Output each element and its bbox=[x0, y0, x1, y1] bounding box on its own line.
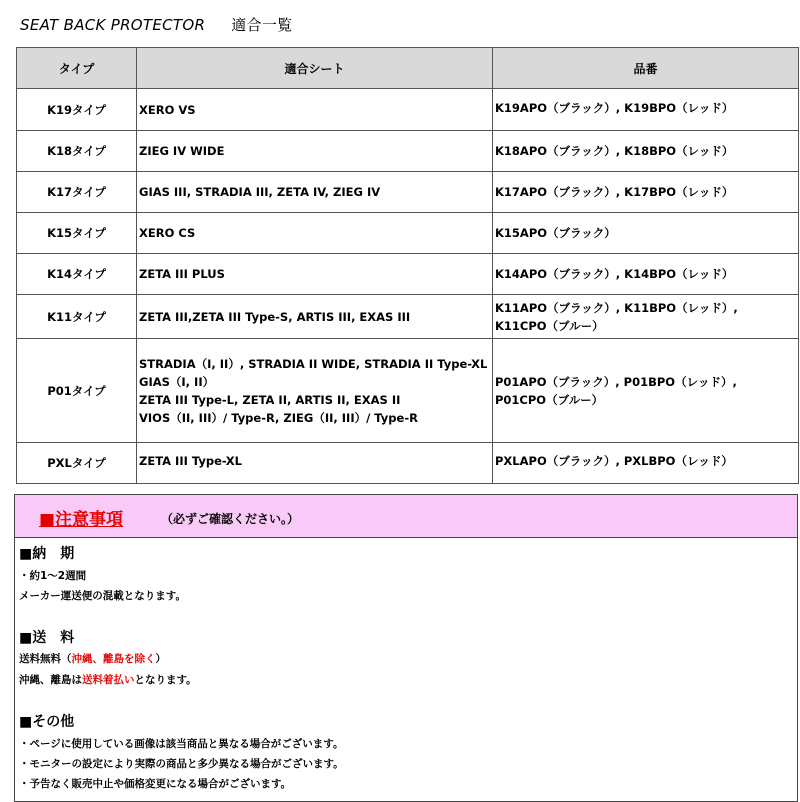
part-cell bbox=[493, 295, 799, 339]
seat-line: VIOS（II, III）/ Type-R, ZIEG（II, III）/ Type-R bbox=[139, 410, 418, 425]
seat-line: ZETA III PLUS bbox=[139, 267, 225, 281]
type-cell: K11タイプ bbox=[17, 295, 137, 339]
seat-cell bbox=[137, 172, 493, 213]
part-line: K14APO（ブラック）, K14BPO（レッド） bbox=[495, 267, 734, 281]
notice-heading: ■注意事項 bbox=[39, 510, 124, 530]
part-line: P01CPO（ブルー） bbox=[495, 392, 604, 407]
type-cell: K17タイプ bbox=[17, 172, 137, 213]
table-row bbox=[17, 295, 799, 339]
seat-cell bbox=[137, 213, 493, 254]
shipping-line bbox=[19, 651, 166, 666]
seat-line: ZIEG IV WIDE bbox=[139, 144, 225, 158]
type-cell: K19タイプ bbox=[17, 89, 137, 131]
seat-line: ZETA III Type-XL bbox=[139, 454, 242, 468]
part-line: K11CPO（ブルー） bbox=[495, 318, 604, 333]
column-header-type: タイプ bbox=[17, 48, 137, 89]
table-row bbox=[17, 89, 799, 131]
column-header-part: 品番 bbox=[493, 48, 799, 89]
part-cell bbox=[493, 172, 799, 213]
compatibility-subtitle: 適合一覧 bbox=[231, 16, 293, 34]
part-cell bbox=[493, 339, 799, 443]
table-header-row bbox=[17, 48, 799, 89]
seat-cell bbox=[137, 89, 493, 131]
column-header-seat: 適合シート bbox=[137, 48, 493, 89]
seat-cell bbox=[137, 254, 493, 295]
type-cell: K15タイプ bbox=[17, 213, 137, 254]
shipping-section-title: ■送 料 bbox=[19, 630, 75, 646]
table-row bbox=[17, 339, 799, 443]
notice-subheading: （必ずご確認ください。） bbox=[161, 512, 300, 526]
table-row bbox=[17, 254, 799, 295]
seat-cell bbox=[137, 131, 493, 172]
shipping-cod-text: 送料着払い bbox=[82, 674, 135, 686]
part-line: K18APO（ブラック）, K18BPO（レッド） bbox=[495, 144, 734, 158]
seat-line: XERO CS bbox=[139, 226, 196, 240]
table-row bbox=[17, 443, 799, 484]
table-row bbox=[17, 213, 799, 254]
notice-box bbox=[14, 494, 798, 802]
shipping-text: 送料無料（ bbox=[19, 653, 72, 665]
seat-line: XERO VS bbox=[139, 102, 196, 117]
part-cell bbox=[493, 213, 799, 254]
part-line: K19APO（ブラック）, K19BPO（レッド） bbox=[495, 100, 734, 115]
other-line: ・ページに使用している画像は該当商品と異なる場合がございます。 bbox=[19, 738, 344, 750]
product-title: SEAT BACK PROTECTOR bbox=[20, 16, 206, 34]
delivery-line: メーカー運送便の混載となります。 bbox=[19, 590, 186, 602]
table-row bbox=[17, 131, 799, 172]
other-line: ・予告なく販売中止や価格変更になる場合がございます。 bbox=[19, 778, 292, 790]
part-line: K17APO（ブラック）, K17BPO（レッド） bbox=[495, 185, 734, 199]
seat-line: GIAS（I, II） bbox=[139, 374, 215, 389]
shipping-line bbox=[19, 672, 197, 687]
part-cell bbox=[493, 131, 799, 172]
part-line: P01APO（ブラック）, P01BPO（レッド）, bbox=[495, 374, 737, 389]
seat-cell bbox=[137, 295, 493, 339]
part-cell bbox=[493, 89, 799, 131]
seat-cell bbox=[137, 339, 493, 443]
type-cell: PXLタイプ bbox=[17, 443, 137, 484]
table-row bbox=[17, 172, 799, 213]
part-line: PXLAPO（ブラック）, PXLBPO（レッド） bbox=[495, 454, 733, 468]
other-line: ・モニターの設定により実際の商品と多少異なる場合がございます。 bbox=[19, 758, 344, 770]
part-cell bbox=[493, 254, 799, 295]
type-cell: P01タイプ bbox=[17, 339, 137, 443]
shipping-exception-text: 沖縄、離島を除く bbox=[71, 653, 156, 665]
part-line: K15APO（ブラック） bbox=[495, 226, 616, 240]
type-cell: K18タイプ bbox=[17, 131, 137, 172]
seat-line: STRADIA（I, II）, STRADIA II WIDE, STRADIA II Type-XL bbox=[139, 356, 488, 371]
seat-line: GIAS III, STRADIA III, ZETA IV, ZIEG IV bbox=[139, 185, 381, 199]
notice-header bbox=[15, 495, 797, 538]
part-cell bbox=[493, 443, 799, 484]
seat-cell bbox=[137, 443, 493, 484]
seat-line: ZETA III,ZETA III Type-S, ARTIS III, EXAS III bbox=[139, 309, 411, 324]
type-cell: K14タイプ bbox=[17, 254, 137, 295]
shipping-text: となります。 bbox=[134, 674, 197, 686]
shipping-text: 沖縄、離島は bbox=[19, 674, 82, 686]
part-line: K11APO（ブラック）, K11BPO（レッド）, bbox=[495, 300, 738, 315]
other-section-title: ■その他 bbox=[19, 714, 75, 730]
delivery-section-title: ■納 期 bbox=[19, 546, 75, 562]
page-title bbox=[20, 14, 292, 35]
seat-line: ZETA III Type-L, ZETA II, ARTIS II, EXAS II bbox=[139, 392, 401, 407]
compatibility-table bbox=[16, 47, 799, 484]
delivery-line: ・約1～2週間 bbox=[19, 570, 87, 582]
shipping-text: ） bbox=[155, 653, 166, 665]
